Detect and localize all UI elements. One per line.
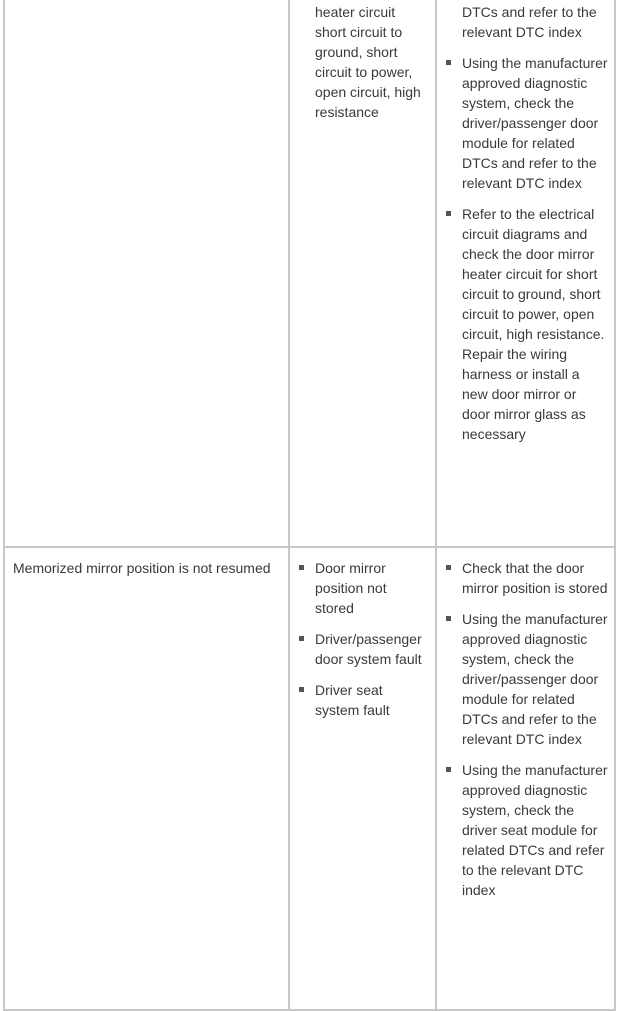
bullet-square-icon — [299, 565, 304, 570]
list-item — [298, 558, 429, 618]
actions-cell — [436, 547, 615, 1010]
cause-text: Driver seat system fault — [315, 682, 390, 718]
cause-continuation-text: heater circuit short circuit to ground, short circuit to power, open circuit, high resistance — [315, 4, 421, 120]
action-text: Using the manufacturer approved diagnostic system, check the driver/passenger door module for related DTCs and refer to the relevant DTC index — [462, 611, 608, 747]
causes-cell — [289, 547, 436, 1010]
bullet-square-icon — [299, 636, 304, 641]
bullet-square-icon — [446, 211, 451, 216]
cause-text: Driver/passenger door system fault — [315, 631, 422, 667]
list-item — [445, 558, 608, 598]
actions-list — [437, 548, 614, 924]
action-text: Refer to the electrical circuit diagrams and check the door mirror heater circuit for short circuit to ground, short circuit to power, open circuit, high resistance. Repair the wiring harness or install a new door mirror or door mirror glass as necessary — [462, 206, 605, 442]
action-text: Using the manufacturer approved diagnostic system, check the driver/passenger door module for related DTCs and refer to the relevant DTC index — [462, 55, 608, 191]
actions-list — [437, 42, 614, 468]
symptom-cell — [4, 0, 289, 547]
list-item — [445, 609, 608, 749]
bullet-square-icon — [446, 565, 451, 570]
causes-cell — [289, 0, 436, 547]
diagnostic-table — [3, 0, 616, 1011]
action-text: Using the manufacturer approved diagnostic system, check the driver seat module for related DTCs and refer to the relevant DTC index — [462, 762, 608, 898]
action-text: Check that the door mirror position is stored — [462, 560, 608, 596]
list-item — [445, 760, 608, 900]
table-row — [4, 0, 615, 547]
action-continuation-text: DTCs and refer to the relevant DTC index — [462, 4, 597, 40]
bullet-square-icon — [299, 687, 304, 692]
bullet-square-icon — [446, 767, 451, 772]
symptom-cell — [4, 547, 289, 1010]
symptom-text: Memorized mirror position is not resumed — [13, 560, 271, 576]
list-item — [445, 204, 608, 444]
bullet-square-icon — [446, 60, 451, 65]
list-item — [445, 53, 608, 193]
list-item — [298, 629, 429, 669]
actions-cell — [436, 0, 615, 547]
bullet-square-icon — [446, 616, 451, 621]
symptom-text — [5, 0, 288, 14]
cause-text: Door mirror position not stored — [315, 560, 387, 616]
causes-list — [290, 548, 435, 744]
list-item — [298, 680, 429, 720]
table-row — [4, 547, 615, 1010]
